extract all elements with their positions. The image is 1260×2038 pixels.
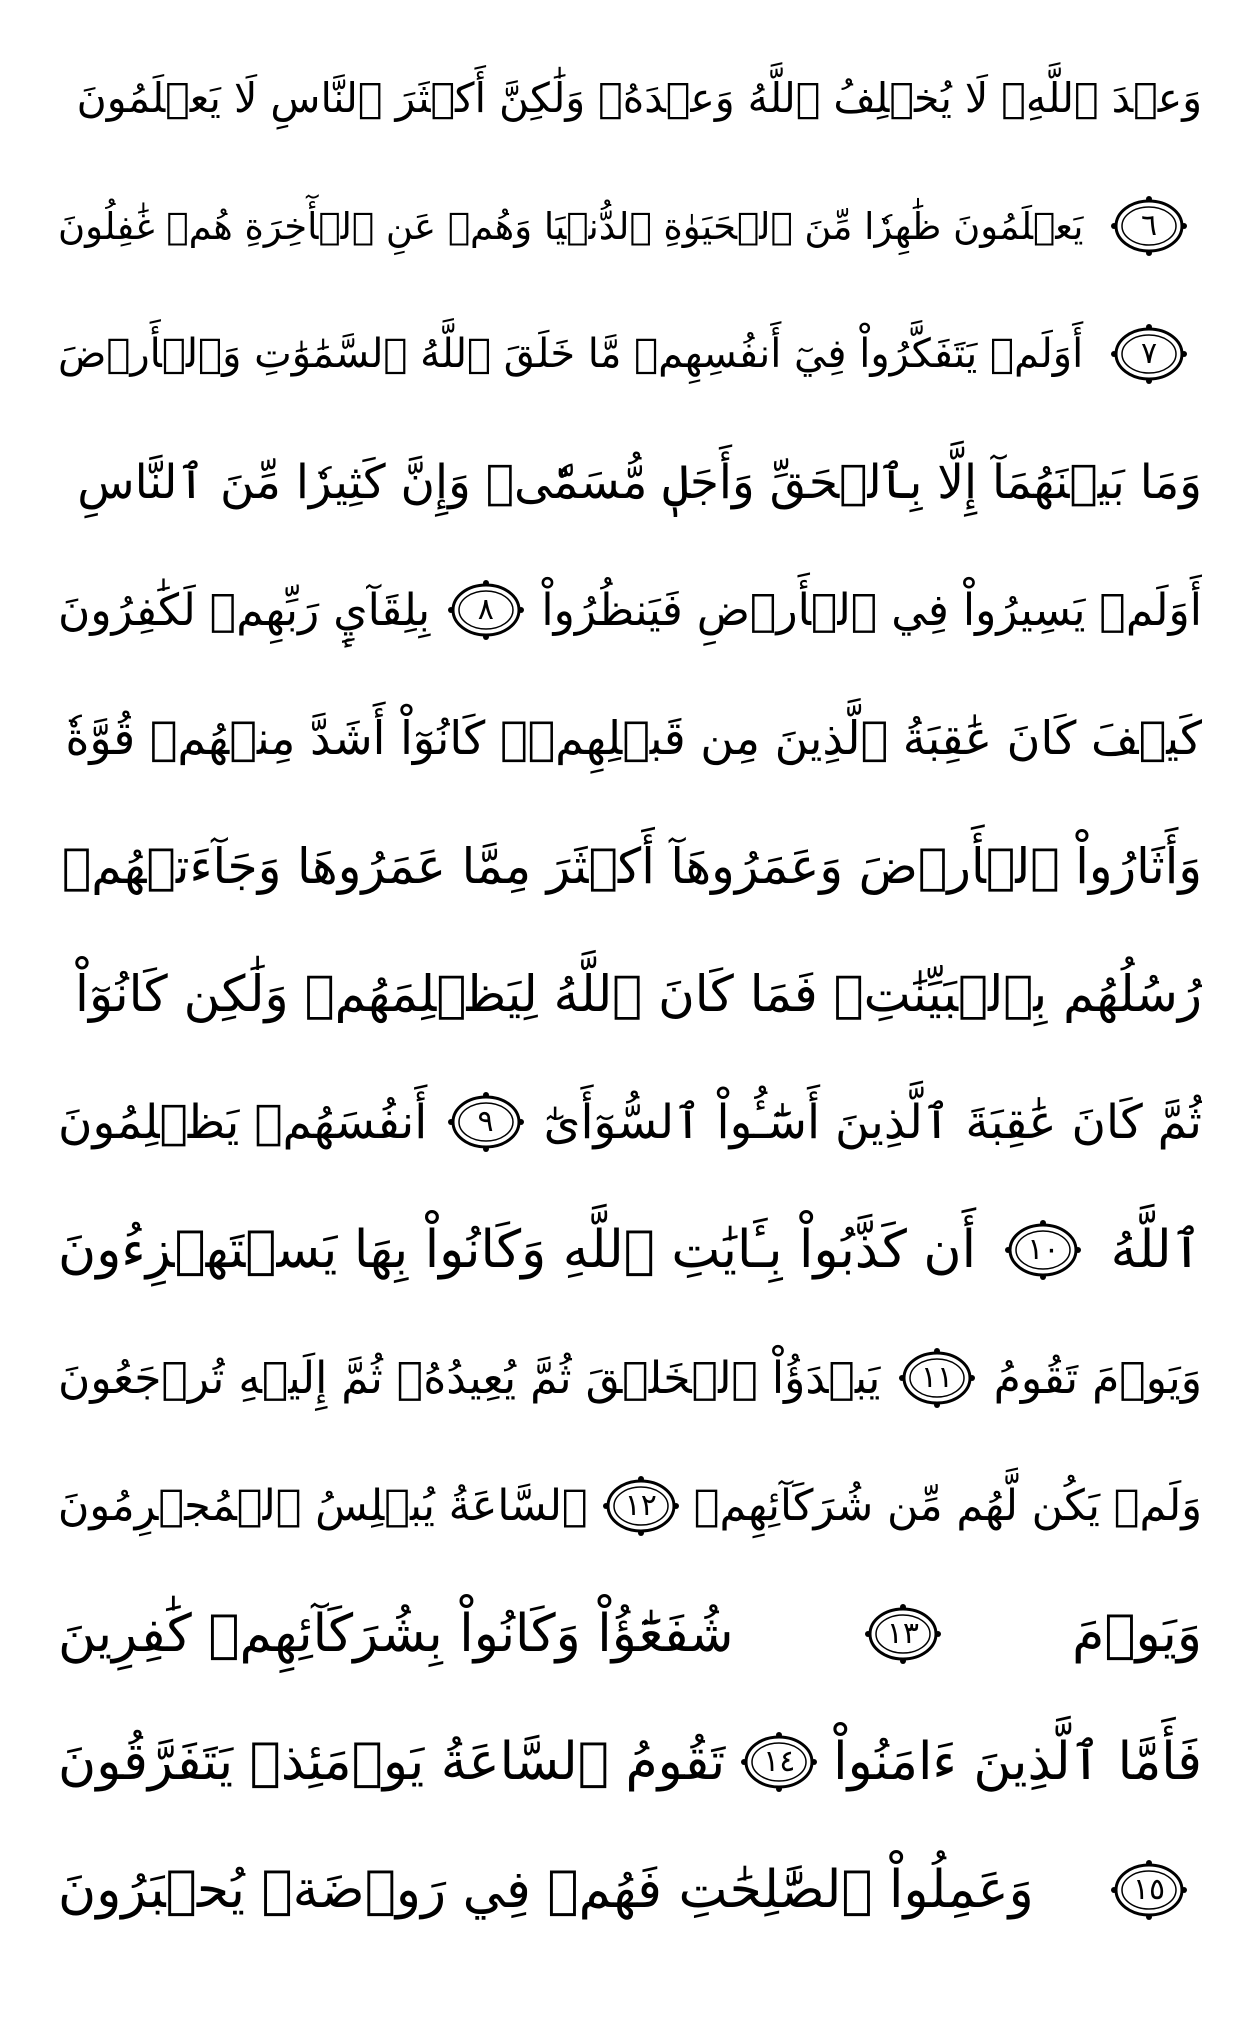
- verse-text: أَوَلَمۡ يَتَفَكَّرُواْ فِيٓ أَنفُسِهِمۗ مَّا خَلَقَ ٱللَّهُ ٱلسَّمَٰوَٰتِ وَٱلۡأَرۡضَ: [58, 331, 1084, 377]
- verse-text: وَعَمِلُواْ ٱلصَّٰلِحَٰتِ فَهُمۡ فِي رَوۡضَةٖ يُحۡبَرُونَ: [58, 1860, 1034, 1920]
- verse-text: وَيَوۡمَ تَقُومُ: [993, 1352, 1202, 1404]
- ayah-number: ٧: [1140, 336, 1158, 371]
- verse-text: وَيَوۡمَ: [1072, 1604, 1202, 1664]
- verse-line: [58, 304, 1202, 404]
- ayah-number-marker: [447, 1091, 525, 1153]
- verse-text: كَيۡفَ كَانَ عَٰقِبَةُ ٱلَّذِينَ مِن قَبۡلِهِمۡۚ كَانُوٓاْ أَشَدَّ مِنۡهُمۡ قُوَّةٗ: [65, 711, 1202, 765]
- verse-line: [58, 176, 1202, 276]
- verse-text: أَن كَذَّبُواْ بِـَٔايَٰتِ ٱللَّهِ وَكَانُواْ بِهَا يَسۡتَهۡزِءُونَ: [58, 1220, 977, 1280]
- verse-line: [58, 1200, 1202, 1300]
- ayah-number-marker: [1110, 323, 1188, 385]
- verse-text: أَوَلَمۡ يَسِيرُواْ فِي ٱلۡأَرۡضِ فَيَنظُرُواْ: [541, 584, 1202, 636]
- ayah-number: ١٣: [886, 1616, 919, 1651]
- ayah-number: ١٤: [763, 1744, 796, 1779]
- ayah-number: ١٠: [1027, 1232, 1060, 1267]
- ayah-number-marker: [447, 579, 525, 641]
- verse-text: يَبۡدَؤُاْ ٱلۡخَلۡقَ ثُمَّ يُعِيدُهُۥ ثُمَّ إِلَيۡهِ تُرۡجَعُونَ: [58, 1352, 881, 1404]
- verse-line: [58, 1456, 1202, 1556]
- ayah-number: ١١: [920, 1360, 954, 1395]
- verse-line: [58, 1328, 1202, 1428]
- ayah-number: ٨: [477, 592, 494, 627]
- ayah-number-marker: [1004, 1219, 1082, 1281]
- ayah-number-marker: [1110, 195, 1188, 257]
- verse-text: ثُمَّ كَانَ عَٰقِبَةَ ٱلَّذِينَ أَسَٰٓـُٔواْ ٱلسُّوٓأَىٰٓ: [543, 1094, 1202, 1150]
- verse-text: وَعۡدَ ٱللَّهِۖ لَا يُخۡلِفُ ٱللَّهُ وَعۡدَهُۥ وَلَٰكِنَّ أَكۡثَرَ ٱلنَّاسِ لَا يَعۡلَمُونَ: [76, 74, 1202, 122]
- ayah-number-marker: [1110, 1859, 1188, 1921]
- verse-line: [58, 688, 1202, 788]
- verse-text: رُسُلُهُم بِٱلۡبَيِّنَٰتِۖ فَمَا كَانَ ٱللَّهُ لِيَظۡلِمَهُمۡ وَلَٰكِن كَانُوٓاْ: [75, 965, 1202, 1023]
- verse-text: فَأَمَّا ٱلَّذِينَ ءَامَنُواْ: [833, 1732, 1202, 1792]
- verse-line: [58, 944, 1202, 1044]
- verse-line: [58, 432, 1202, 532]
- verse-text: ٱللَّهُ: [1110, 1220, 1202, 1280]
- ayah-number-marker: [864, 1603, 942, 1665]
- verse-line: [58, 1712, 1202, 1812]
- ayah-number-marker: [602, 1475, 680, 1537]
- ayah-number: ١٢: [624, 1488, 657, 1523]
- verse-line: [58, 1072, 1202, 1172]
- verse-text: تَقُومُ ٱلسَّاعَةُ يَوۡمَئِذٖ يَتَفَرَّقُونَ: [58, 1732, 726, 1792]
- ayah-number: ٦: [1140, 208, 1158, 243]
- verse-line: [58, 1840, 1202, 1940]
- verse-text: يَعۡلَمُونَ ظَٰهِرٗا مِّنَ ٱلۡحَيَوٰةِ ٱلدُّنۡيَا وَهُمۡ عَنِ ٱلۡأٓخِرَةِ هُمۡ غَٰفِلُونَ: [58, 204, 1084, 248]
- ayah-number-marker: [740, 1731, 818, 1793]
- verse-line: [58, 48, 1202, 148]
- verse-text: وَمَا بَيۡنَهُمَآ إِلَّا بِٱلۡحَقِّ وَأَجَلٖ مُّسَمّٗىۗ وَإِنَّ كَثِيرٗا مِّنَ ٱلنَّاسِ: [77, 454, 1202, 510]
- verse-text: ٱلسَّاعَةُ يُبۡلِسُ ٱلۡمُجۡرِمُونَ: [58, 1481, 588, 1531]
- verse-text: وَلَمۡ يَكُن لَّهُم مِّن شُرَكَآئِهِمۡ: [693, 1481, 1202, 1531]
- verse-line: [58, 816, 1202, 916]
- verse-text: وَأَثَارُواْ ٱلۡأَرۡضَ وَعَمَرُوهَآ أَكۡثَرَ مِمَّا عَمَرُوهَا وَجَآءَتۡهُمۡ: [61, 837, 1202, 895]
- verse-text: أَنفُسَهُمۡ يَظۡلِمُونَ: [58, 1094, 428, 1150]
- verse-line: [58, 1584, 1202, 1684]
- verse-line: [58, 560, 1202, 660]
- verse-text: شُفَعَٰٓؤُاْ وَكَانُواْ بِشُرَكَآئِهِمۡ كَٰفِرِينَ: [58, 1604, 734, 1664]
- ayah-number-marker: [898, 1347, 976, 1409]
- verse-text: بِلِقَآيِٕ رَبِّهِمۡ لَكَٰفِرُونَ: [58, 584, 431, 636]
- ayah-number: ١٥: [1132, 1872, 1166, 1907]
- ayah-number: ٩: [477, 1104, 494, 1139]
